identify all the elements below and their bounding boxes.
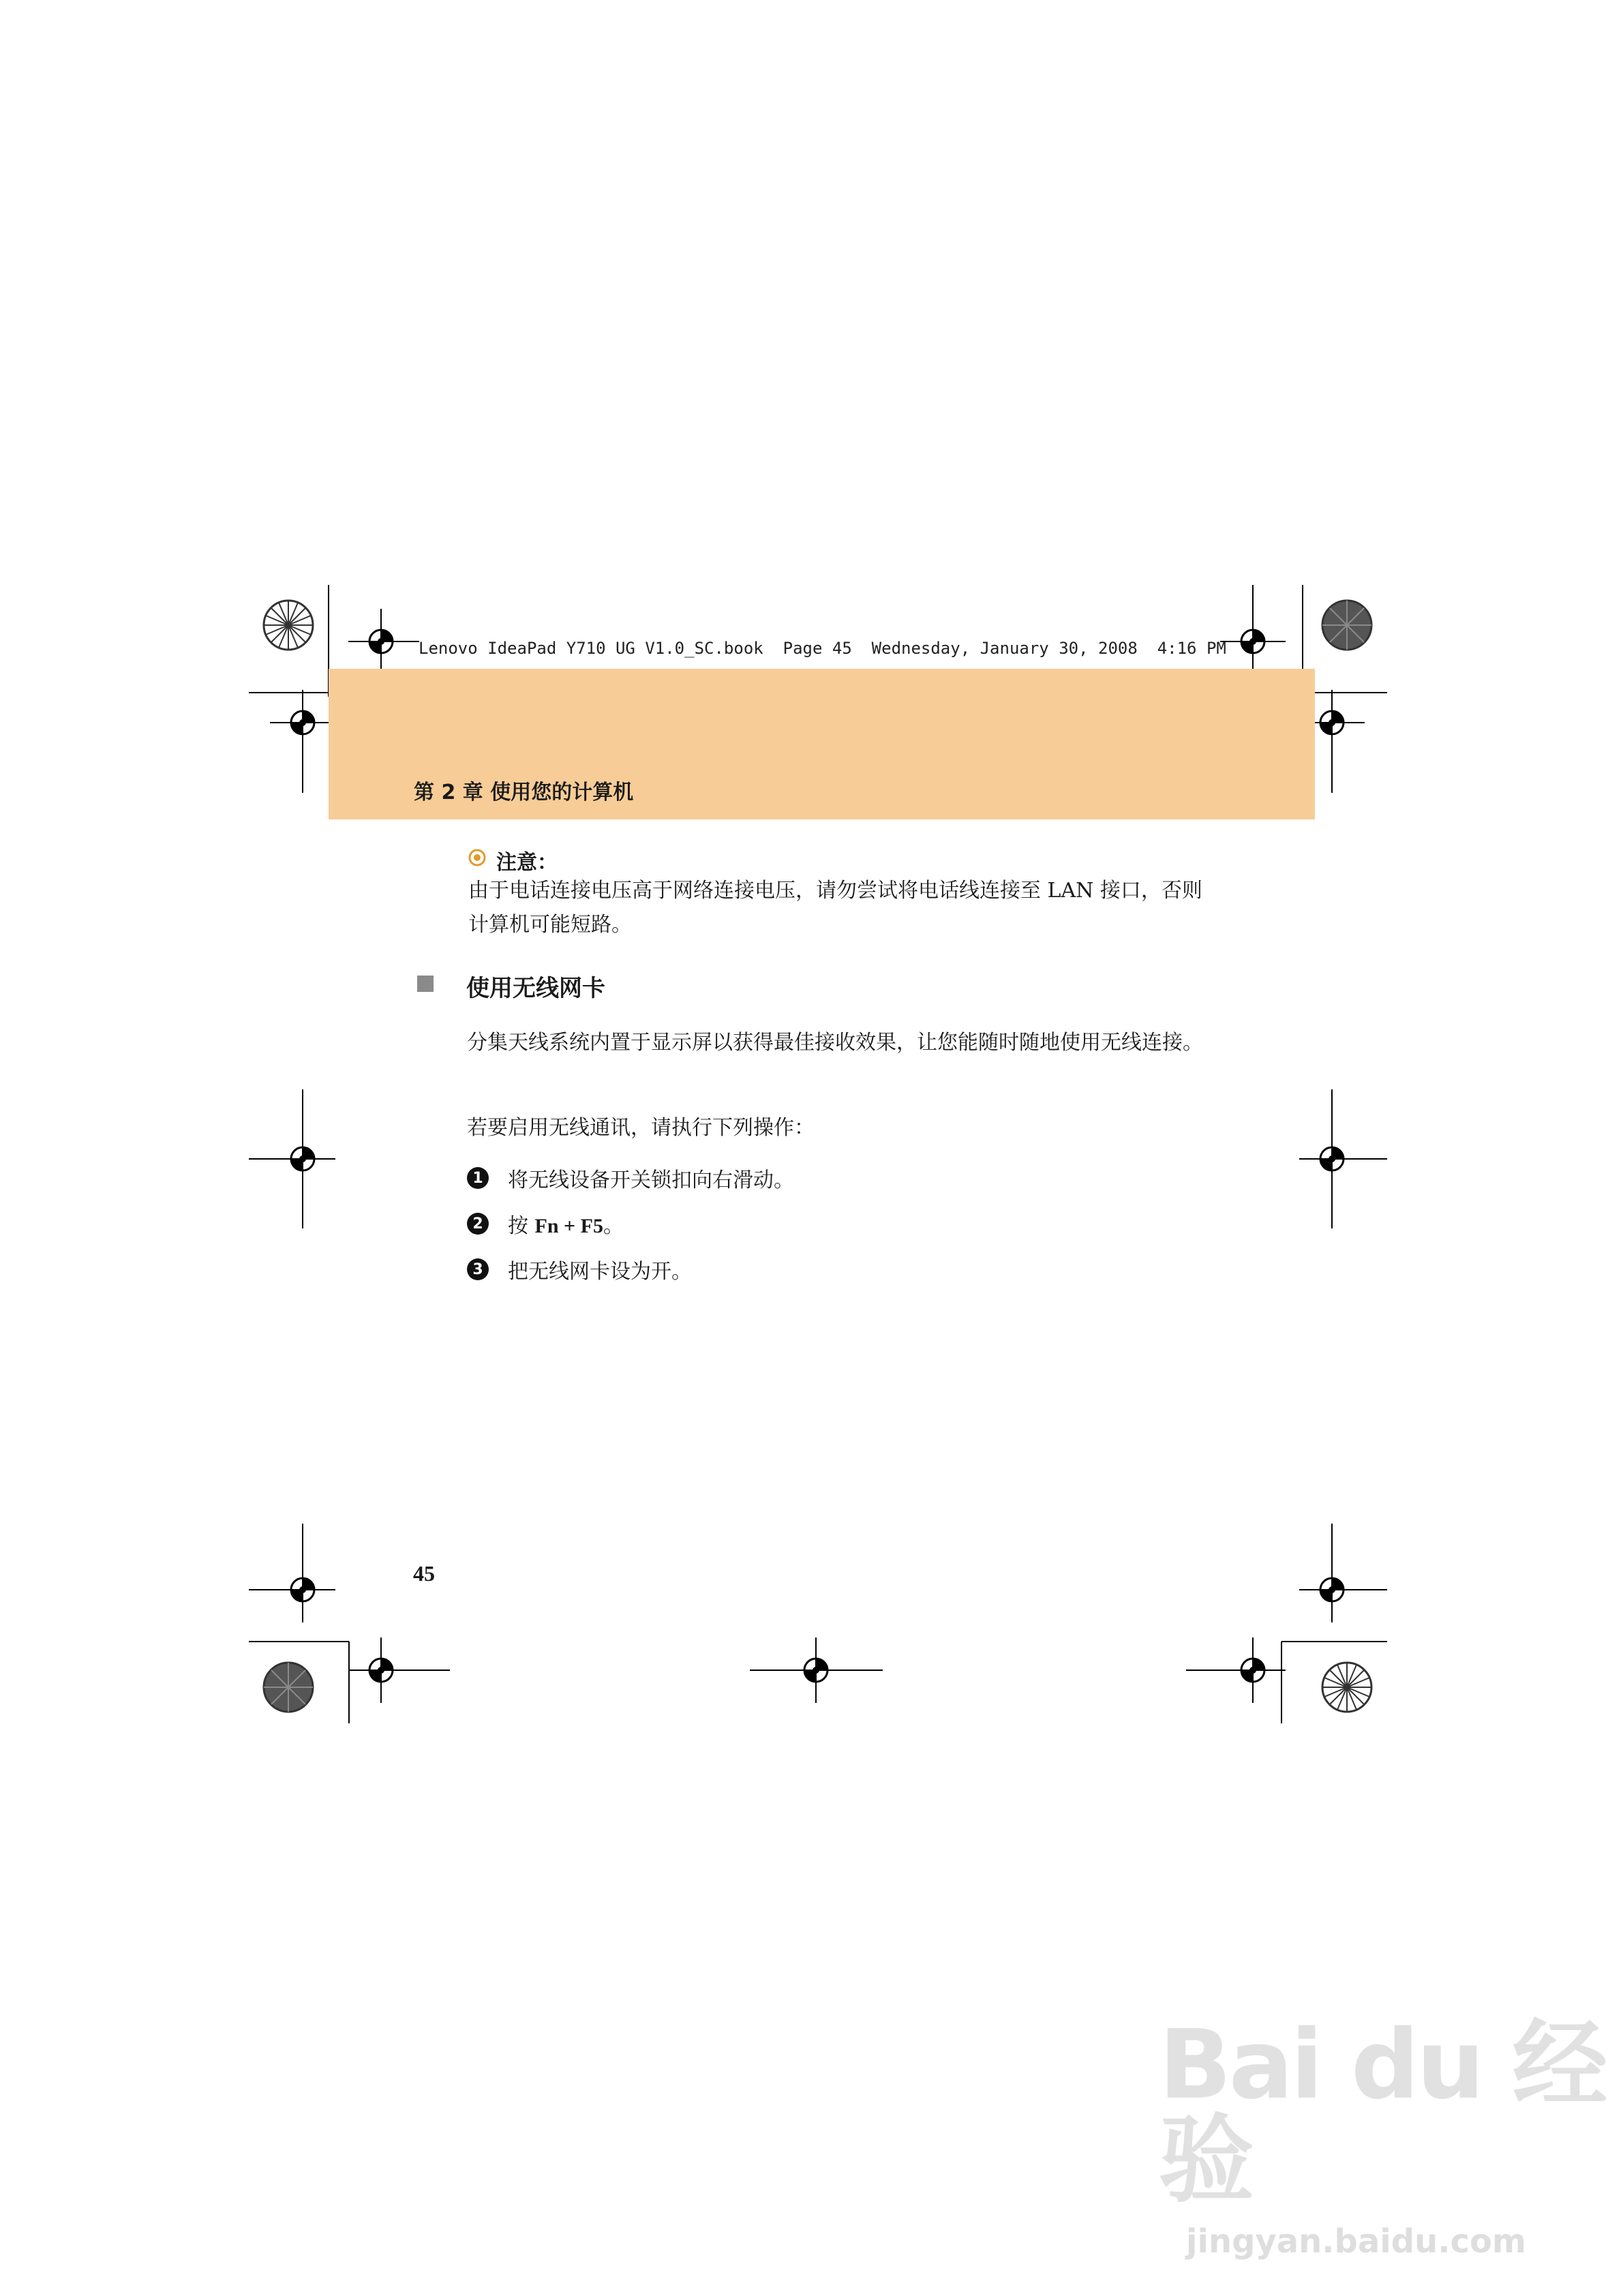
chapter-title: 第 2 章 使用您的计算机 [414, 781, 634, 804]
section-title: 使用无线网卡 [466, 975, 605, 1002]
step-prefix: 按 [508, 1214, 535, 1238]
baidu-watermark [1159, 2010, 1623, 2261]
book-info-line: Lenovo IdeaPad Y710 UG V1.0_SC.book Page 45 Wednesday, January 30, 2008 4:16 PM [419, 639, 1226, 658]
note-text: 由于电话连接电压高于网络连接电压，请勿尝试将电话线连接至 LAN 接口，否则计算机可能短路。 [468, 879, 1202, 937]
step-number-icon: 2 [467, 1213, 489, 1235]
watermark-url: jingyan.baidu.com [1186, 2222, 1526, 2261]
section-paragraph: 若要启用无线通讯，请执行下列操作： [467, 1116, 815, 1140]
step-item [467, 1256, 692, 1283]
step-text [508, 1209, 624, 1239]
step-suffix: 。 [603, 1214, 624, 1238]
key-combination: Fn + F5 [534, 1215, 603, 1237]
step-item [467, 1210, 624, 1237]
step-number-icon: 1 [467, 1167, 489, 1189]
watermark-logo: Bai du 经验 [1159, 2010, 1605, 2216]
page-number: 45 [413, 1561, 435, 1586]
note-label: 注意： [496, 851, 558, 875]
step-text: 将无线设备开关锁扣向右滑动。 [508, 1168, 794, 1192]
note-icon [468, 849, 486, 866]
section-paragraph: 分集天线系统内置于显示屏以获得最佳接收效果，让您能随时随地使用无线连接。 [467, 1031, 1203, 1055]
step-text: 把无线网卡设为开。 [508, 1260, 692, 1284]
step-item [467, 1164, 794, 1192]
section-bullet-icon [417, 976, 434, 992]
step-number-icon: 3 [467, 1258, 489, 1280]
